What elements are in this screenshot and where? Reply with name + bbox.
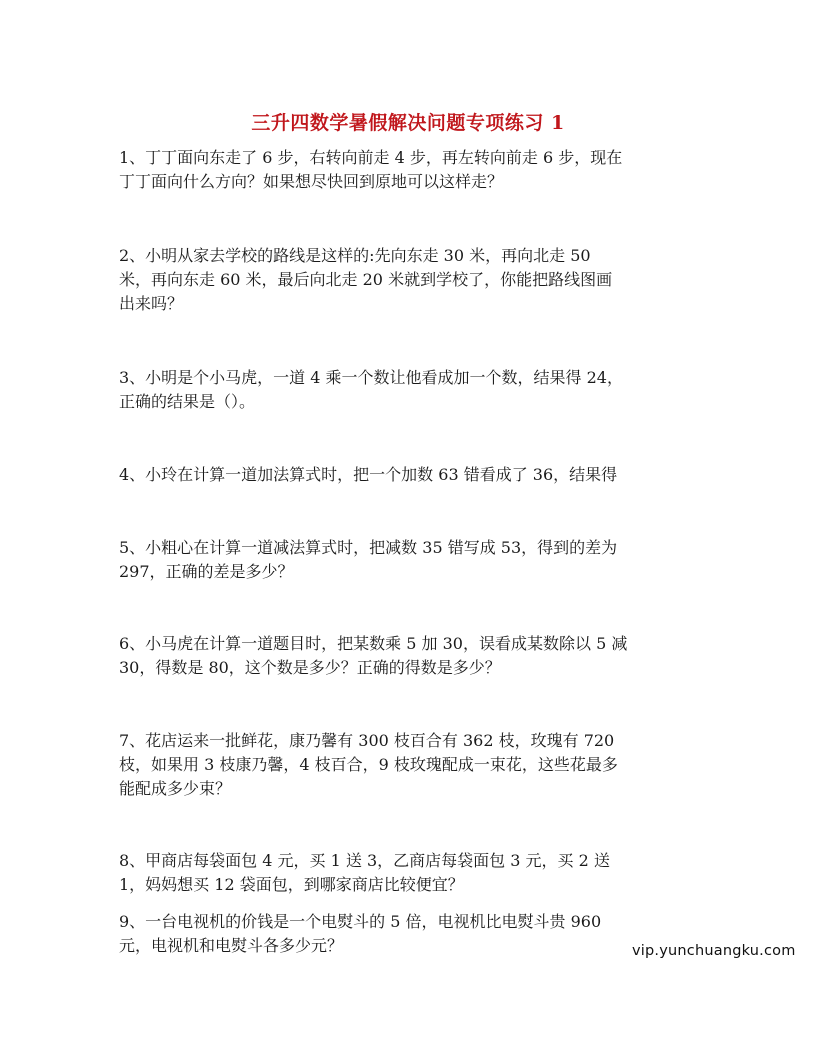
question-line: 1，妈妈想买 12 袋面包，到哪家商店比较便宜？ xyxy=(119,875,464,894)
question-9 xyxy=(119,910,709,958)
question-line: 3、小明是个小马虎，一道 4 乘一个数让他看成加一个数，结果得 24， xyxy=(119,368,623,387)
question-line: 米，再向东走 60 米，最后向北走 20 米就到学校了，你能把路线图画 xyxy=(119,270,613,289)
question-7 xyxy=(119,729,709,801)
question-line: 正确的结果是（）。 xyxy=(119,392,256,411)
question-2 xyxy=(119,244,709,316)
question-line: 6、小马虎在计算一道题目时，把某数乘 5 加 30，误看成某数除以 5 减 xyxy=(119,634,628,653)
watermark: vip.yunchuangku.com xyxy=(632,943,796,959)
question-line: 8、甲商店每袋面包 4 元，买 1 送 3，乙商店每袋面包 3 元，买 2 送 xyxy=(119,851,610,870)
question-line: 9、一台电视机的价钱是一个电熨斗的 5 倍，电视机比电熨斗贵 960 xyxy=(119,912,602,931)
question-line: 5、小粗心在计算一道减法算式时，把减数 35 错写成 53，得到的差为 xyxy=(119,538,618,557)
question-line: 出来吗？ xyxy=(119,294,184,313)
question-8 xyxy=(119,849,709,897)
question-line: 丁丁面向什么方向？如果想尽快回到原地可以这样走？ xyxy=(119,172,504,191)
question-line: 2、小明从家去学校的路线是这样的:先向东走 30 米，再向北走 50 xyxy=(119,246,591,265)
question-line: 297，正确的差是多少？ xyxy=(119,562,294,581)
question-3 xyxy=(119,366,709,414)
question-5 xyxy=(119,536,709,584)
question-line: 4、小玲在计算一道加法算式时，把一个加数 63 错看成了 36，结果得 xyxy=(119,465,618,484)
question-4 xyxy=(119,463,709,487)
question-line: 元，电视机和电熨斗各多少元？ xyxy=(119,936,344,955)
question-6 xyxy=(119,632,709,680)
question-line: 能配成多少束？ xyxy=(119,779,232,798)
question-line: 30，得数是 80，这个数是多少？正确的得数是多少？ xyxy=(119,658,501,677)
question-1 xyxy=(119,146,709,194)
question-line: 7、花店运来一批鲜花，康乃馨有 300 枝百合有 362 枝，玫瑰有 720 xyxy=(119,731,615,750)
question-line: 1、丁丁面向东走了 6 步，右转向前走 4 步，再左转向前走 6 步，现在 xyxy=(119,148,623,167)
page-title: 三升四数学暑假解决问题专项练习 1 xyxy=(251,112,565,134)
question-line: 枝，如果用 3 枝康乃馨，4 枝百合，9 枝玫瑰配成一束花，这些花最多 xyxy=(119,755,618,774)
